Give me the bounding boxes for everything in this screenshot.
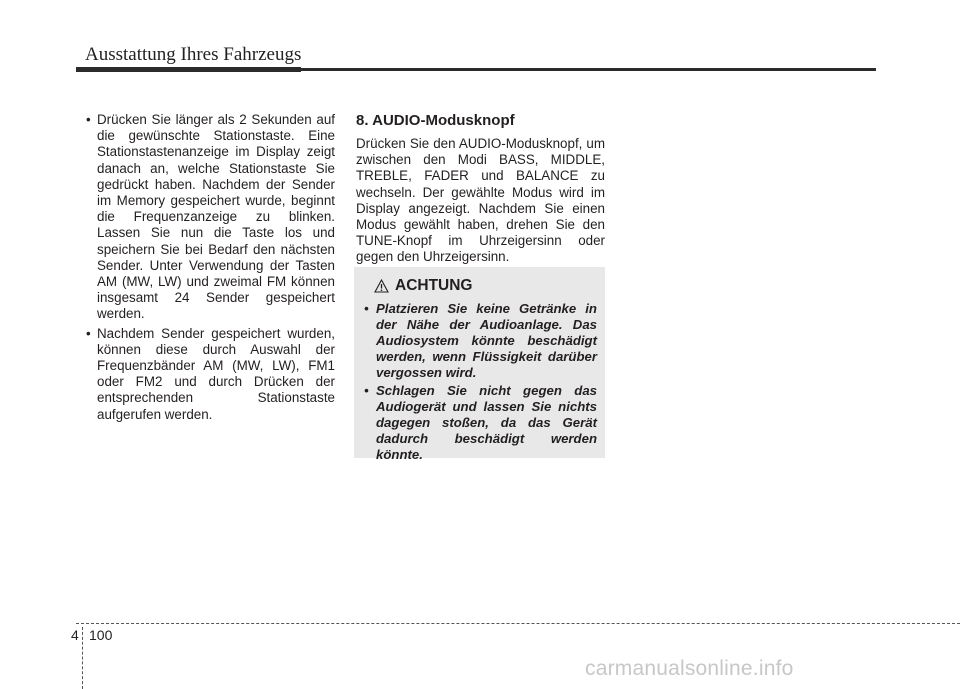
warning-triangle-icon <box>374 279 389 293</box>
left-column <box>83 112 335 423</box>
caution-box <box>354 267 605 462</box>
page-number: 100 <box>89 627 113 643</box>
bullet-text: Nachdem Sender gespeichert wurden, können diese durch Auswahl der Frequenzbänder AM (MW, LW), FM1 oder FM2 und durch Drücken der entsprechenden Stationstaste aufgerufen werden. <box>97 325 335 422</box>
caution-text: Platzieren Sie keine Getränke in der Nähe der Audioanlage. Das Audiosystem könnte beschädigt werden, wenn Flüssigkeit darüber vergossen wird. <box>376 301 597 380</box>
header-rule <box>76 68 876 71</box>
list-item: • Nachdem Sender gespeichert wurden, können diese durch Auswahl der Frequenzbänder AM (MW, LW), FM1 oder FM2 und durch Drücken der entsprechenden Stationstaste aufgerufen werden. <box>86 325 335 422</box>
section-body: Drücken Sie den AUDIO-Modusknopf, um zwischen den Modi BASS, MIDDLE, TREBLE, FADER und BALANCE zu wechseln. Der gewählte Modus wird im Display angezeigt. Nachdem Sie einen Modus gewählt haben, drehen Sie den TUNE-Knopf im Uhrzeigersinn oder gegen den Uhrzeigersinn. <box>356 136 605 265</box>
footer-divider <box>82 627 83 689</box>
bullet-list <box>83 112 335 423</box>
list-item: • Platzieren Sie keine Getränke in der Nähe der Audioanlage. Das Audiosystem könnte beschädigt werden, wenn Flüssigkeit darüber vergossen wird. <box>364 301 597 380</box>
footer-rule <box>76 623 960 624</box>
caution-header <box>374 275 597 297</box>
list-item: • Schlagen Sie nicht gegen das Audiogerät und lassen Sie nichts dagegen stoßen, da das Gerät dadurch beschädigt werden könnte. <box>364 383 597 462</box>
watermark: carmanualsonline.info <box>585 657 794 680</box>
bullet-text: Drücken Sie länger als 2 Sekunden auf die gewünschte Stationstaste. Eine Stationstastenanzeige im Display zeigt danach an, welche Stationstaste Sie gedrückt haben. Nachdem der Sender im Memory gespeichert wurde, beginnt die Frequenzanzeige zu blinken. Lassen Sie nun die Taste los und speichern Sie bei Bedarf den nächsten Sender. Unter Verwendung der Tasten AM (MW, LW) und zweimal FM können insgesamt 24 Sender gespeichert werden. <box>97 112 335 322</box>
list-item: • Drücken Sie länger als 2 Sekunden auf die gewünschte Stationstaste. Eine Stationstastenanzeige im Display zeigt danach an, welche Stationstaste Sie gedrückt haben. Nachdem der Sender im Memory gespeichert wurde, beginnt die Frequenzanzeige zu blinken. Lassen Sie nun die Taste los und speichern Sie bei Bedarf den nächsten Sender. Unter Verwendung der Tasten AM (MW, LW) und zweimal FM können insgesamt 24 Sender gespeichert werden. <box>86 112 335 322</box>
page-header-title: Ausstattung Ihres Fahrzeugs <box>85 44 302 65</box>
caution-list <box>364 301 597 463</box>
caution-text: Schlagen Sie nicht gegen das Audiogerät und lassen Sie nichts dagegen stoßen, da das Gerät dadurch beschädigt werden könnte. <box>376 383 597 462</box>
chapter-number: 4 <box>71 627 79 643</box>
section-title: 8. AUDIO-Modusknopf <box>356 112 515 129</box>
caution-title: ACHTUNG <box>395 277 473 294</box>
middle-column <box>356 112 605 266</box>
